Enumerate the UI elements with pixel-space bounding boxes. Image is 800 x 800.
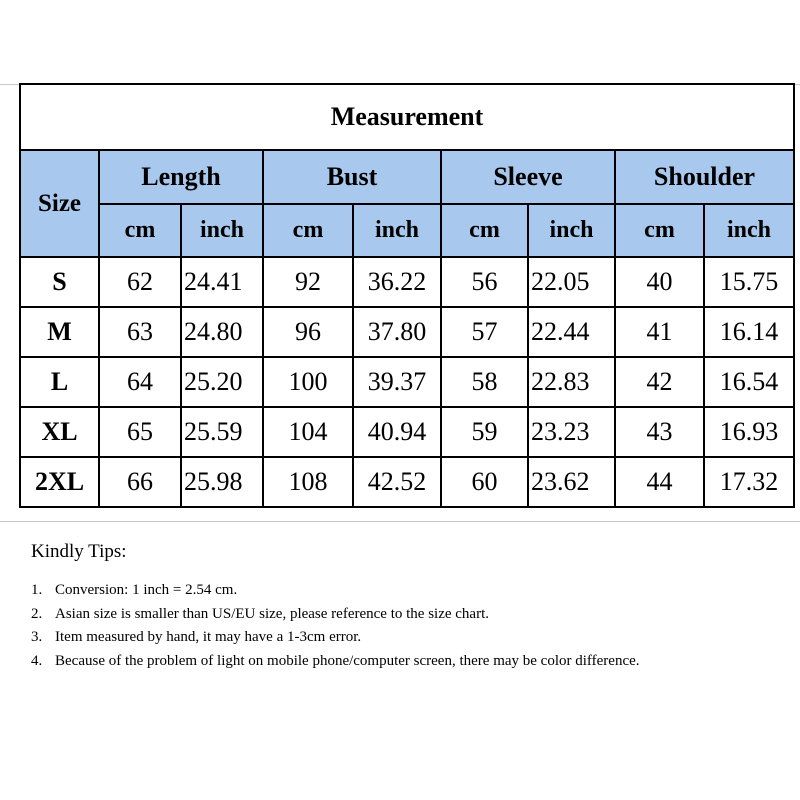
table-cell: 23.62	[528, 457, 615, 507]
tip-text: Conversion: 1 inch = 2.54 cm.	[55, 582, 238, 598]
kindly-tips	[31, 541, 771, 673]
unit-header: inch	[181, 204, 263, 257]
size-label: L	[20, 357, 99, 407]
table-row	[20, 257, 794, 307]
table-cell: 108	[263, 457, 353, 507]
table-cell: 43	[615, 407, 704, 457]
unit-header: cm	[99, 204, 181, 257]
table-cell: 16.93	[704, 407, 794, 457]
table-cell: 104	[263, 407, 353, 457]
unit-header: inch	[528, 204, 615, 257]
table-cell: 96	[263, 307, 353, 357]
tip-number: 1.	[31, 582, 43, 598]
size-label: S	[20, 257, 99, 307]
table-cell: 62	[99, 257, 181, 307]
table-cell: 59	[441, 407, 528, 457]
table-cell: 37.80	[353, 307, 441, 357]
tip-number: 4.	[31, 652, 43, 669]
unit-header: cm	[615, 204, 704, 257]
table-cell: 41	[615, 307, 704, 357]
table-cell: 40.94	[353, 407, 441, 457]
table-cell: 100	[263, 357, 353, 407]
table-cell: 16.14	[704, 307, 794, 357]
table-title: Measurement	[20, 84, 794, 150]
tip-text: Asian size is smaller than US/EU size, please reference to the size chart.	[55, 605, 489, 622]
table-cell: 22.44	[528, 307, 615, 357]
table-cell: 66	[99, 457, 181, 507]
table-cell: 58	[441, 357, 528, 407]
shoulder-header: Shoulder	[615, 150, 794, 204]
table-cell: 22.05	[528, 257, 615, 307]
table-cell: 24.41	[181, 257, 263, 307]
bust-header: Bust	[263, 150, 441, 204]
table-cell: 23.23	[528, 407, 615, 457]
table-cell: 16.54	[704, 357, 794, 407]
length-header: Length	[99, 150, 263, 204]
table-cell: 15.75	[704, 257, 794, 307]
table-cell: 25.20	[181, 357, 263, 407]
unit-header: cm	[441, 204, 528, 257]
table-cell: 42	[615, 357, 704, 407]
unit-header: inch	[704, 204, 794, 257]
table-cell: 60	[441, 457, 528, 507]
table-cell: 17.32	[704, 457, 794, 507]
tip-item	[31, 603, 771, 627]
table-cell: 56	[441, 257, 528, 307]
table-cell: 36.22	[353, 257, 441, 307]
table-row	[20, 407, 794, 457]
tips-title: Kindly Tips:	[31, 541, 127, 562]
bottom-divider	[0, 521, 800, 522]
table-cell: 57	[441, 307, 528, 357]
table-cell: 92	[263, 257, 353, 307]
unit-header: inch	[353, 204, 441, 257]
tips-list	[31, 579, 771, 673]
table-cell: 44	[615, 457, 704, 507]
size-label: 2XL	[20, 457, 99, 507]
table-cell: 64	[99, 357, 181, 407]
unit-header: cm	[263, 204, 353, 257]
table-cell: 40	[615, 257, 704, 307]
table-row	[20, 357, 794, 407]
table-cell: 25.59	[181, 407, 263, 457]
tip-item	[31, 579, 771, 603]
table-cell: 39.37	[353, 357, 441, 407]
table-cell: 24.80	[181, 307, 263, 357]
size-label: M	[20, 307, 99, 357]
size-label: XL	[20, 407, 99, 457]
size-chart-table	[19, 83, 795, 508]
tip-item	[31, 650, 655, 674]
sleeve-header: Sleeve	[441, 150, 615, 204]
size-column-header: Size	[20, 150, 99, 257]
table-cell: 65	[99, 407, 181, 457]
table-cell: 25.98	[181, 457, 263, 507]
tip-item	[31, 626, 771, 650]
tip-text: Item measured by hand, it may have a 1-3cm error.	[55, 629, 362, 645]
table-row	[20, 457, 794, 507]
table-cell: 42.52	[353, 457, 441, 507]
table-row	[20, 307, 794, 357]
tip-number: 2.	[31, 605, 43, 622]
tip-text: Because of the problem of light on mobile phone/computer screen, there may be color difference.	[55, 652, 640, 669]
table-cell: 63	[99, 307, 181, 357]
tip-number: 3.	[31, 629, 43, 645]
table-cell: 22.83	[528, 357, 615, 407]
